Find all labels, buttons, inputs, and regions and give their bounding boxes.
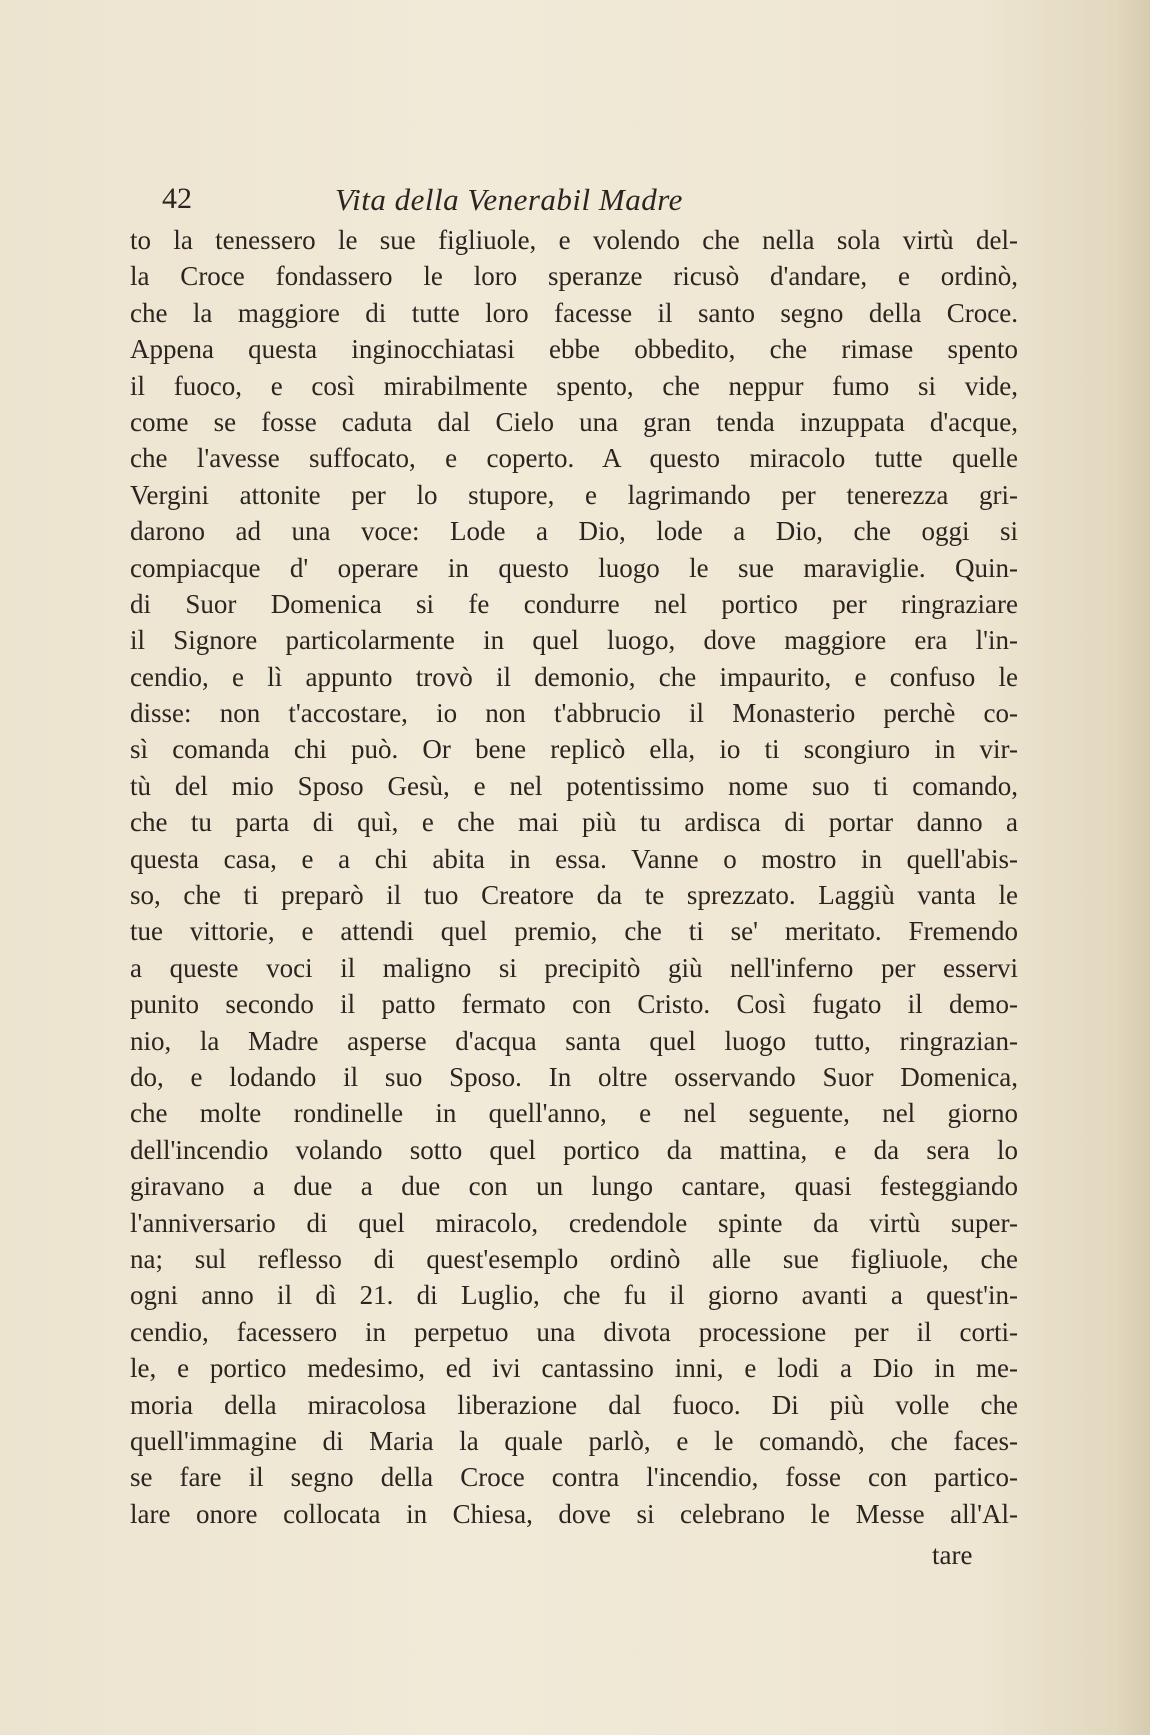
text-line [130,1241,1018,1277]
text-line [130,804,1018,840]
text-line [130,622,1018,658]
text-line [130,695,1018,731]
text-line-content: punito secondo il patto fermato con Cristo. Così fugato il demo- [130,989,1018,1020]
text-line-content: do, e lodando il suo Sposo. In oltre osservando Suor Domenica, [130,1061,1018,1092]
text-line-content: na; sul reflesso di quest'esemplo ordinò alle sue figliuole, che [130,1243,1018,1274]
text-line-content: ogni anno il dì 21. di Luglio, che fu il giorno avanti a quest'in- [130,1280,1018,1311]
text-line [130,513,1018,549]
text-line [130,1350,1018,1386]
text-line-content: dell'incendio volando sotto quel portico da mattina, e da sera lo [130,1134,1018,1165]
text-line [130,913,1018,949]
text-line-content: il Signore particolarmente in quel luogo, dove maggiore era l'in- [130,625,1018,656]
text-line-content: quell'immagine di Maria la quale parlò, e le comandò, che faces- [130,1425,1018,1456]
text-line-content: disse: non t'accostare, io non t'abbrucio il Monasterio perchè co- [130,698,1018,729]
text-line [130,986,1018,1022]
text-line [130,841,1018,877]
text-line [130,1059,1018,1095]
text-line [130,258,1018,294]
text-line [130,222,1018,258]
text-line [130,1095,1018,1131]
text-line-content: di Suor Domenica si fe condurre nel portico per ringraziare [130,588,1018,619]
text-line-content: sì comanda chi può. Or bene replicò ella, io ti scongiuro in vir- [130,734,1018,765]
text-line [130,368,1018,404]
text-line-content: compiacque d' operare in questo luogo le sue maraviglie. Quin- [130,552,1018,583]
text-line [130,1023,1018,1059]
text-line-content: Vergini attonite per lo stupore, e lagrimando per tenerezza gri- [130,479,1018,510]
text-line [130,877,1018,913]
text-line [130,477,1018,513]
text-line-content: che la maggiore di tutte loro facesse il santo segno della Croce. [130,297,1018,328]
text-line [130,659,1018,695]
text-line [130,1387,1018,1423]
running-title: Vita della Venerabil Madre [335,182,683,217]
text-line [130,768,1018,804]
text-line-content: questa casa, e a chi abita in essa. Vanne o mostro in quell'abis- [130,843,1018,874]
text-line-content: l'anniversario di quel miracolo, credendole spinte da virtù super- [130,1207,1018,1238]
text-line-content: che l'avesse suffocato, e coperto. A questo miracolo tutte quelle [130,443,1018,474]
text-line-content: so, che ti preparò il tuo Creatore da te sprezzato. Laggiù vanta le [130,880,1018,911]
text-line [130,404,1018,440]
text-line [130,550,1018,586]
text-line-content: se fare il segno della Croce contra l'incendio, fosse con partico- [130,1462,1018,1493]
text-line [130,331,1018,367]
text-line [130,1459,1018,1495]
text-line-content: a queste voci il maligno si precipitò giù nell'inferno per esservi [130,952,1018,983]
text-line [130,950,1018,986]
text-line [130,1423,1018,1459]
text-line [130,1496,1018,1532]
text-line-content: to la tenessero le sue figliuole, e volendo che nella sola virtù del- [130,225,1018,255]
text-line-content: tù del mio Sposo Gesù, e nel potentissimo nome suo ti comando, [130,770,1018,801]
text-line-content: come se fosse caduta dal Cielo una gran tenda inzuppata d'acque, [130,406,1018,437]
catchword: tare [932,1540,973,1570]
text-line [130,295,1018,331]
text-line-content: cendio, facessero in perpetuo una divota processione per il corti- [130,1316,1018,1347]
body-text [130,222,1018,1532]
text-line [130,1277,1018,1313]
text-line-content: la Croce fondassero le loro speranze ricusò d'andare, e ordinò, [130,261,1018,292]
text-line-content: le, e portico medesimo, ed ivi cantassino inni, e lodi a Dio in me- [130,1353,1018,1384]
text-line-content: nio, la Madre asperse d'acqua santa quel luogo tutto, ringrazian- [130,1025,1018,1056]
text-line-content: moria della miracolosa liberazione dal fuoco. Di più volle che [130,1389,1018,1420]
text-line [130,731,1018,767]
text-line-content: cendio, e lì appunto trovò il demonio, che impaurito, e confuso le [130,661,1018,692]
text-line-content: darono ad una voce: Lode a Dio, lode a Dio, che oggi si [130,516,1018,547]
text-line-content: tue vittorie, e attendi quel premio, che ti se' meritato. Fremendo [130,916,1018,947]
text-line [130,440,1018,476]
page-number: 42 [162,182,192,215]
text-line [130,1132,1018,1168]
text-line [130,586,1018,622]
text-line-content: che molte rondinelle in quell'anno, e nel seguente, nel giorno [130,1098,1018,1129]
text-line-content: Appena questa inginocchiatasi ebbe obbedito, che rimase spento [130,334,1018,365]
running-header [130,182,890,218]
text-line [130,1205,1018,1241]
text-line-content: che tu parta di quì, e che mai più tu ardisca di portar danno a [130,807,1018,838]
text-line-content: giravano a due a due con un lungo cantare, quasi festeggiando [130,1171,1018,1202]
text-line-content: lare onore collocata in Chiesa, dove si celebrano le Messe all'Al- [130,1498,1018,1529]
text-line-content: il fuoco, e così mirabilmente spento, che neppur fumo si vide, [130,370,1018,401]
text-line [130,1168,1018,1204]
text-line [130,1314,1018,1350]
